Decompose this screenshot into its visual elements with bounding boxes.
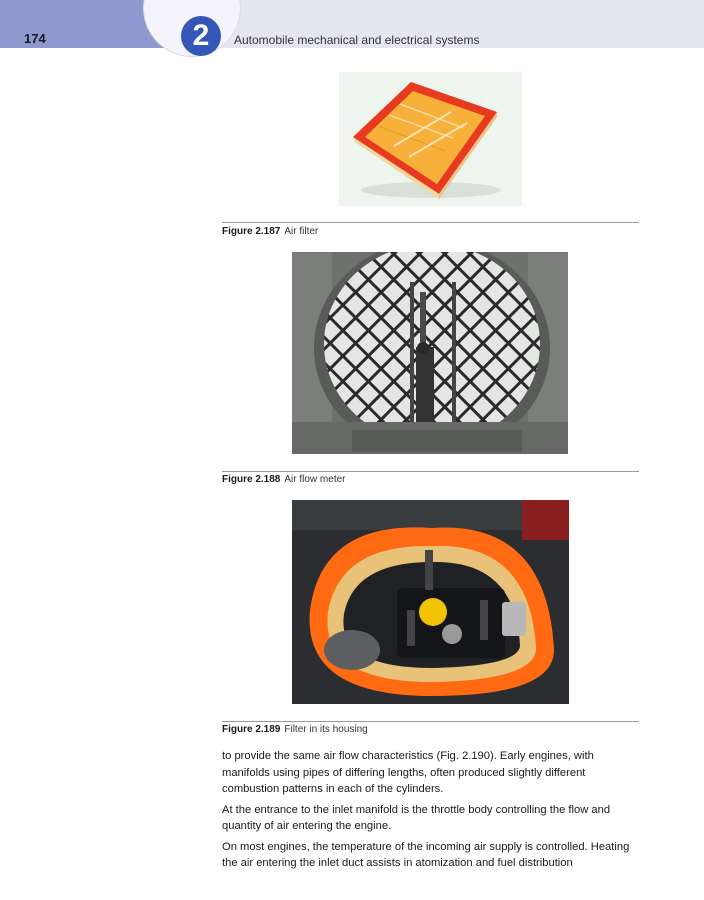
body-text bbox=[222, 748, 642, 876]
filter-housing-illustration bbox=[292, 500, 569, 704]
figure-air-flow-meter-image bbox=[292, 252, 568, 454]
figure-caption bbox=[222, 226, 318, 237]
page-number: 174 bbox=[24, 31, 46, 46]
air-filter-illustration bbox=[339, 72, 522, 206]
body-paragraph: to provide the same air flow characteristics (Fig. 2.190). Early engines, with manifolds using pipes of differing lengths, often produced slightly different combustion patterns in each of the cylinders. bbox=[222, 750, 594, 795]
figure-filter-housing-image bbox=[292, 500, 569, 704]
figure-rule bbox=[222, 721, 639, 722]
figure-rule bbox=[222, 471, 639, 472]
figure-caption-text: Filter in its housing bbox=[284, 724, 368, 735]
air-flow-meter-illustration bbox=[292, 252, 568, 454]
figure-rule bbox=[222, 222, 639, 223]
figure-number: Figure 2.187 bbox=[222, 226, 281, 237]
chapter-badge: 2 bbox=[181, 16, 221, 56]
figure-caption-text: Air flow meter bbox=[284, 474, 346, 485]
body-paragraph: On most engines, the temperature of the incoming air supply is controlled. Heating the air entering the inlet duct assists in atomization and fuel distribution bbox=[222, 840, 630, 869]
figure-caption-text: Air filter bbox=[284, 226, 319, 237]
running-title: Automobile mechanical and electrical systems bbox=[234, 33, 480, 47]
figure-caption bbox=[222, 474, 345, 485]
figure-number: Figure 2.189 bbox=[222, 724, 281, 735]
figure-number: Figure 2.188 bbox=[222, 474, 281, 485]
figure-air-filter-image bbox=[339, 72, 522, 206]
figure-caption bbox=[222, 724, 368, 735]
body-paragraph: At the entrance to the inlet manifold is the throttle body controlling the flow and quantity of air entering the engine. bbox=[222, 803, 611, 832]
